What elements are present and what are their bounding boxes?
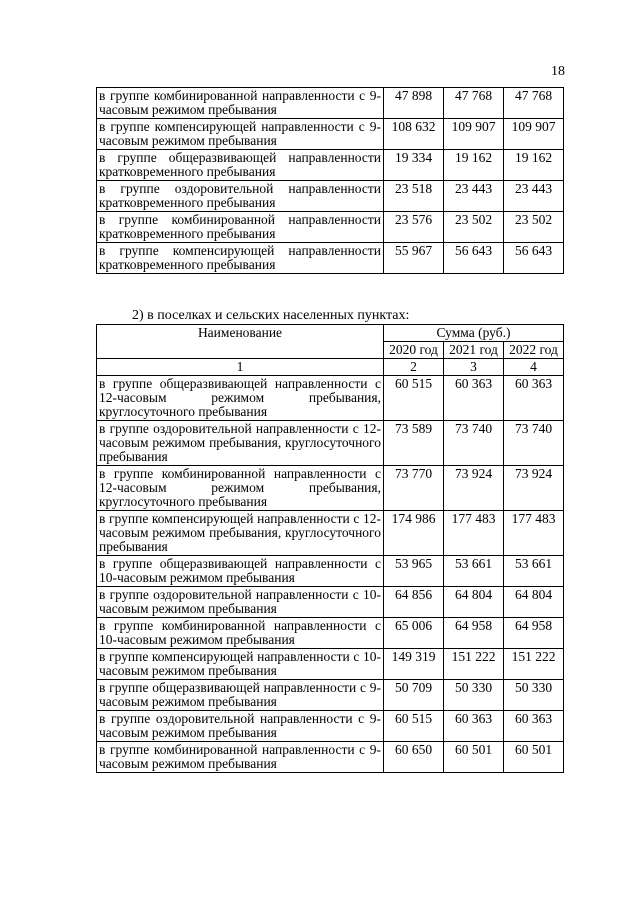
table-row bbox=[97, 649, 564, 680]
row-name-cell: в группе комбинированной направленности с 9-часовым режимом пребывания bbox=[97, 88, 384, 119]
value-2020-cell: 149 319 bbox=[384, 649, 444, 680]
row-name-cell: в группе оздоровительной направленности с 9-часовым режимом пребывания bbox=[97, 711, 384, 742]
value-2022-cell: 53 661 bbox=[504, 556, 564, 587]
table-row bbox=[97, 680, 564, 711]
value-2021-cell: 60 363 bbox=[444, 376, 504, 421]
value-2020-cell: 60 515 bbox=[384, 711, 444, 742]
value-2022-cell: 64 804 bbox=[504, 587, 564, 618]
table-row bbox=[97, 587, 564, 618]
table-row bbox=[97, 556, 564, 587]
header-name: Наименование bbox=[97, 325, 384, 359]
continuation-table bbox=[96, 87, 564, 274]
table-row bbox=[97, 212, 564, 243]
value-2022-cell: 60 363 bbox=[504, 711, 564, 742]
value-2020-cell: 65 006 bbox=[384, 618, 444, 649]
value-2022-cell: 50 330 bbox=[504, 680, 564, 711]
table-row bbox=[97, 376, 564, 421]
table-row bbox=[97, 742, 564, 773]
value-2021-cell: 73 740 bbox=[444, 421, 504, 466]
value-2021-cell: 60 501 bbox=[444, 742, 504, 773]
value-2022-cell: 23 443 bbox=[504, 181, 564, 212]
value-2020-cell: 174 986 bbox=[384, 511, 444, 556]
value-2021-cell: 73 924 bbox=[444, 466, 504, 511]
row-name-cell: в группе компенсирующей направленности с 12-часовым режимом пребывания, круглосуточного пребывания bbox=[97, 511, 384, 556]
value-2021-cell: 50 330 bbox=[444, 680, 504, 711]
value-2021-cell: 64 804 bbox=[444, 587, 504, 618]
value-2021-cell: 109 907 bbox=[444, 119, 504, 150]
value-2022-cell: 73 740 bbox=[504, 421, 564, 466]
value-2020-cell: 53 965 bbox=[384, 556, 444, 587]
value-2021-cell: 23 443 bbox=[444, 181, 504, 212]
value-2021-cell: 47 768 bbox=[444, 88, 504, 119]
value-2021-cell: 19 162 bbox=[444, 150, 504, 181]
row-name-cell: в группе общеразвивающей направленности кратковременного пребывания bbox=[97, 150, 384, 181]
value-2021-cell: 151 222 bbox=[444, 649, 504, 680]
value-2020-cell: 108 632 bbox=[384, 119, 444, 150]
value-2022-cell: 151 222 bbox=[504, 649, 564, 680]
value-2022-cell: 64 958 bbox=[504, 618, 564, 649]
header-year-2021: 2021 год bbox=[444, 342, 504, 359]
value-2022-cell: 60 501 bbox=[504, 742, 564, 773]
value-2020-cell: 50 709 bbox=[384, 680, 444, 711]
value-2020-cell: 60 515 bbox=[384, 376, 444, 421]
table-row bbox=[97, 511, 564, 556]
row-name-cell: в группе общеразвивающей направленности с 9-часовым режимом пребывания bbox=[97, 680, 384, 711]
value-2022-cell: 56 643 bbox=[504, 243, 564, 274]
table-row bbox=[97, 88, 564, 119]
section-title: 2) в поселках и сельских населенных пунктах: bbox=[132, 308, 410, 323]
value-2022-cell: 73 924 bbox=[504, 466, 564, 511]
value-2022-cell: 177 483 bbox=[504, 511, 564, 556]
table-row bbox=[97, 119, 564, 150]
row-name-cell: в группе компенсирующей направленности с 10-часовым режимом пребывания bbox=[97, 649, 384, 680]
header-year-2020: 2020 год bbox=[384, 342, 444, 359]
row-name-cell: в группе общеразвивающей направленности с 12-часовым режимом пребывания, круглосуточного пребывания bbox=[97, 376, 384, 421]
value-2020-cell: 47 898 bbox=[384, 88, 444, 119]
page-number: 18 bbox=[551, 64, 565, 79]
value-2020-cell: 73 770 bbox=[384, 466, 444, 511]
value-2022-cell: 109 907 bbox=[504, 119, 564, 150]
value-2020-cell: 55 967 bbox=[384, 243, 444, 274]
row-name-cell: в группе общеразвивающей направленности с 10-часовым режимом пребывания bbox=[97, 556, 384, 587]
row-name-cell: в группе комбинированной направленности кратковременного пребывания bbox=[97, 212, 384, 243]
table-row bbox=[97, 711, 564, 742]
rural-settlements-table bbox=[96, 324, 564, 773]
value-2021-cell: 177 483 bbox=[444, 511, 504, 556]
row-name-cell: в группе оздоровительной направленности с 10-часовым режимом пребывания bbox=[97, 587, 384, 618]
header-sum: Сумма (руб.) bbox=[384, 325, 564, 342]
value-2020-cell: 23 576 bbox=[384, 212, 444, 243]
row-name-cell: в группе оздоровительной направленности кратковременного пребывания bbox=[97, 181, 384, 212]
table-row bbox=[97, 466, 564, 511]
value-2022-cell: 47 768 bbox=[504, 88, 564, 119]
header-index-3: 3 bbox=[444, 359, 504, 376]
value-2020-cell: 19 334 bbox=[384, 150, 444, 181]
header-index-2: 2 bbox=[384, 359, 444, 376]
value-2021-cell: 64 958 bbox=[444, 618, 504, 649]
table-row bbox=[97, 421, 564, 466]
table-row bbox=[97, 150, 564, 181]
row-name-cell: в группе оздоровительной направленности с 12-часовым режимом пребывания, круглосуточного пребывания bbox=[97, 421, 384, 466]
row-name-cell: в группе комбинированной направленности с 9-часовым режимом пребывания bbox=[97, 742, 384, 773]
table-row bbox=[97, 181, 564, 212]
table-row bbox=[97, 618, 564, 649]
value-2022-cell: 23 502 bbox=[504, 212, 564, 243]
row-name-cell: в группе компенсирующей направленности с 9-часовым режимом пребывания bbox=[97, 119, 384, 150]
value-2020-cell: 23 518 bbox=[384, 181, 444, 212]
value-2021-cell: 23 502 bbox=[444, 212, 504, 243]
value-2021-cell: 56 643 bbox=[444, 243, 504, 274]
value-2020-cell: 64 856 bbox=[384, 587, 444, 618]
table-row bbox=[97, 243, 564, 274]
value-2020-cell: 60 650 bbox=[384, 742, 444, 773]
row-name-cell: в группе компенсирующей направленности кратковременного пребывания bbox=[97, 243, 384, 274]
row-name-cell: в группе комбинированной направленности с 12-часовым режимом пребывания, круглосуточного пребывания bbox=[97, 466, 384, 511]
value-2020-cell: 73 589 bbox=[384, 421, 444, 466]
value-2022-cell: 19 162 bbox=[504, 150, 564, 181]
value-2022-cell: 60 363 bbox=[504, 376, 564, 421]
value-2021-cell: 53 661 bbox=[444, 556, 504, 587]
header-index-4: 4 bbox=[504, 359, 564, 376]
header-year-2022: 2022 год bbox=[504, 342, 564, 359]
row-name-cell: в группе комбинированной направленности с 10-часовым режимом пребывания bbox=[97, 618, 384, 649]
header-index-1: 1 bbox=[97, 359, 384, 376]
value-2021-cell: 60 363 bbox=[444, 711, 504, 742]
